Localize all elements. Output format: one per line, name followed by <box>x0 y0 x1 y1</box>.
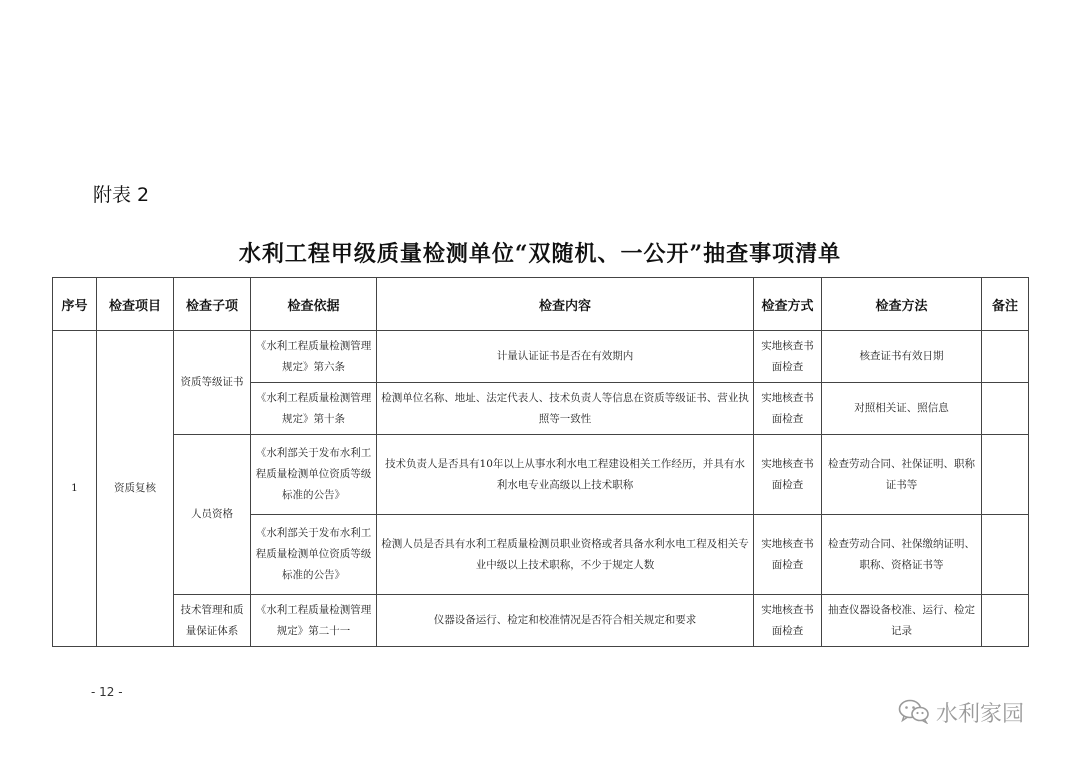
watermark <box>898 697 1024 728</box>
mode-cell: 实地核查书面检查 <box>754 383 822 435</box>
subitem-cell: 资质等级证书 <box>174 331 251 435</box>
table-row <box>53 595 1029 647</box>
header-seq: 序号 <box>53 278 97 331</box>
table-row <box>53 331 1029 383</box>
note-cell <box>982 515 1029 595</box>
header-content: 检查内容 <box>377 278 754 331</box>
note-cell <box>982 595 1029 647</box>
basis-cell: 《水利工程质量检测管理规定》第六条 <box>251 331 377 383</box>
content-cell: 技术负责人是否具有10年以上从事水利水电工程建设相关工作经历，并具有水利水电专业高级以上技术职称 <box>377 435 754 515</box>
header-item: 检查项目 <box>97 278 174 331</box>
header-basis: 检查依据 <box>251 278 377 331</box>
seq-cell: 1 <box>53 331 97 647</box>
method-cell: 检查劳动合同、社保证明、职称证书等 <box>822 435 982 515</box>
method-cell: 抽查仪器设备校准、运行、检定记录 <box>822 595 982 647</box>
note-cell <box>982 383 1029 435</box>
header-subitem: 检查子项 <box>174 278 251 331</box>
header-method: 检查方法 <box>822 278 982 331</box>
appendix-label: 附表 2 <box>93 184 150 206</box>
note-cell <box>982 331 1029 383</box>
method-cell: 核查证书有效日期 <box>822 331 982 383</box>
basis-cell: 《水利工程质量检测管理规定》第二十一 <box>251 595 377 647</box>
mode-cell: 实地核查书面检查 <box>754 331 822 383</box>
note-cell <box>982 435 1029 515</box>
content-cell: 计量认证证书是否在有效期内 <box>377 331 754 383</box>
basis-cell: 《水利部关于发布水利工程质量检测单位资质等级标准的公告》 <box>251 435 377 515</box>
header-note: 备注 <box>982 278 1029 331</box>
content-cell: 检测单位名称、地址、法定代表人、技术负责人等信息在资质等级证书、营业执照等一致性 <box>377 383 754 435</box>
mode-cell: 实地核查书面检查 <box>754 435 822 515</box>
header-mode: 检查方式 <box>754 278 822 331</box>
header-row <box>53 278 1029 331</box>
wechat-icon <box>898 698 930 728</box>
document-title: 水利工程甲级质量检测单位“双随机、一公开”抽查事项清单 <box>238 241 842 267</box>
inspection-table <box>52 277 1029 647</box>
method-cell: 对照相关证、照信息 <box>822 383 982 435</box>
item-cell: 资质复核 <box>97 331 174 647</box>
watermark-text: 水利家园 <box>936 702 1025 727</box>
subitem-cell: 人员资格 <box>174 435 251 595</box>
page-number: - 12 - <box>91 685 123 699</box>
subitem-cell: 技术管理和质量保证体系 <box>174 595 251 647</box>
mode-cell: 实地核查书面检查 <box>754 515 822 595</box>
basis-cell: 《水利工程质量检测管理规定》第十条 <box>251 383 377 435</box>
table-row <box>53 435 1029 515</box>
mode-cell: 实地核查书面检查 <box>754 595 822 647</box>
basis-cell: 《水利部关于发布水利工程质量检测单位资质等级标准的公告》 <box>251 515 377 595</box>
method-cell: 检查劳动合同、社保缴纳证明、职称、资格证书等 <box>822 515 982 595</box>
content-cell: 仪器设备运行、检定和校准情况是否符合相关规定和要求 <box>377 595 754 647</box>
content-cell: 检测人员是否具有水利工程质量检测员职业资格或者具备水利水电工程及相关专业中级以上技术职称，不少于规定人数 <box>377 515 754 595</box>
